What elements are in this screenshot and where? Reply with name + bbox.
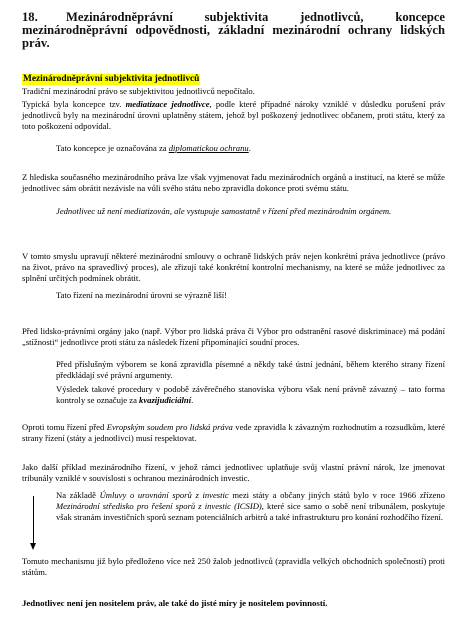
paragraph-5: Jednotlivec už není mediatizován, ale vystupuje samostatně v řízení před mezinárodním orgánem. <box>56 206 392 216</box>
down-arrow-line <box>33 496 34 546</box>
paragraph-3 <box>56 143 445 154</box>
paragraph-6: V tomto smyslu upravují některé mezinárodní smlouvy o ochraně lidských práv nejen konkrétní práva jednotlivce (právo na život, právo na spravedlivý proces), ale zřizují také konkrétní kontrolní mechanismy, na které se může jednotlivec za splnění určitých podmínek obrátit. <box>22 251 445 283</box>
paragraph-11 <box>22 422 445 444</box>
down-arrow-icon <box>30 543 36 550</box>
highlighted-subheading: Mezinárodněprávní subjektivita jednotlivců <box>23 74 200 84</box>
paragraph-7: Tato řízení na mezinárodní úrovni se výrazně liší! <box>56 290 227 300</box>
paragraph-4: Z hlediska současného mezinárodního práva lze však vyjmenovat řadu mezinárodních orgánů a institucí, na které se může jednotlivec sám obrátit nezávisle na vůli svého státu nebo zpravidla dokonce proti svému státu. <box>22 172 445 193</box>
paragraph-13-text-a: Na základě <box>56 490 100 500</box>
term-icsid: Mezinárodní středisko pro řešení sporů z investic (ICSID) <box>56 501 262 511</box>
paragraph-8: Před lidsko-právními orgány jako (např. Výbor pro lidská práva či Výbor pro odstranění rasové diskriminace) má podání „stížnosti“ jednotlivce proti státu za následek řízení připomínající soudní proces. <box>22 326 445 347</box>
paragraph-2-text-a: Typická byla koncepce tzv. <box>22 99 126 109</box>
term-diplomaticka-ochrana: diplomatickou ochranu <box>168 143 249 153</box>
paragraph-10 <box>56 384 445 406</box>
paragraph-2 <box>22 99 445 132</box>
paragraph-2-text-c: , podle které případné nároky vzniklé v důsledku porušení práv jednotlivců byly na mezinárodní úrovni uplatněny státem, jehož byl poškozený jednotlivec občanem, proti státu, který za toto poškození odpovídal. <box>22 99 445 131</box>
term-umluva: Úmluvy o urovnání sporů z investic <box>99 490 229 500</box>
term-kvazijudicialni: kvazijudiciální <box>139 395 192 405</box>
section-number: 18. <box>22 10 38 24</box>
paragraph-10-text-a: Výsledek takové procedury v podobě závěrečného stanoviska výboru však není právně závazný – tato forma kontroly se označuje za <box>56 384 445 405</box>
paragraph-11-text-a: Oproti tomu řízení před <box>22 422 107 432</box>
section-title: Mezinárodněprávní subjektivita jednotlivců, koncepce mezinárodněprávní odpovědnosti, základní mezinárodní ochrany lidských práv. <box>22 10 445 51</box>
term-echr: Evropským soudem pro lidská práva <box>106 422 233 432</box>
paragraph-12: Jako další příklad mezinárodního řízení, v jehož rámci jednotlivec uplatňuje svůj vlastní právní nárok, lze jmenovat tribunály vzniklé v souvislosti s ochranou mezinárodních investic. <box>22 462 445 483</box>
paragraph-13-text-e: , které sice samo o sobě není tribunálem, poskytuje však stranám investičních sporů seznam potenciálních arbitrů a také infrastrukturu pro konání rozhodčího řízení. <box>56 501 445 522</box>
final-statement: Jednotlivec není jen nositelem práv, ale také do jisté míry je nositelem povinností. <box>22 598 328 608</box>
section-heading <box>22 11 445 51</box>
paragraph-11-text-c: vede zpravidla k závazným rozhodnutím a rozsudkům, které strany řízení (státy a jednotlivci) musí respektovat. <box>22 422 445 443</box>
paragraph-13-text-c: mezi státy a občany jiných států bylo v roce 1966 zřízeno <box>228 490 445 500</box>
paragraph-3-text-c: . <box>248 143 251 153</box>
paragraph-3-text-a: Tato koncepce je označována za <box>56 143 169 153</box>
paragraph-13 <box>56 490 445 523</box>
paragraph-9: Před příslušným výborem se koná zpravidla písemné a někdy také ústní jednání, během kterého strany řízení předkládají své právní argumenty. <box>56 359 445 380</box>
paragraph-10-text-c: . <box>191 395 194 405</box>
term-mediatizace: mediatizace jednotlivce <box>125 99 210 109</box>
paragraph-14: Tomuto mechanismu již bylo předloženo více než 250 žalob jednotlivců (zpravidla velkých obchodních společností) proti státům. <box>22 556 445 577</box>
paragraph-1: Tradiční mezinárodní právo se subjektivitou jednotlivců nepočítalo. <box>22 86 255 96</box>
